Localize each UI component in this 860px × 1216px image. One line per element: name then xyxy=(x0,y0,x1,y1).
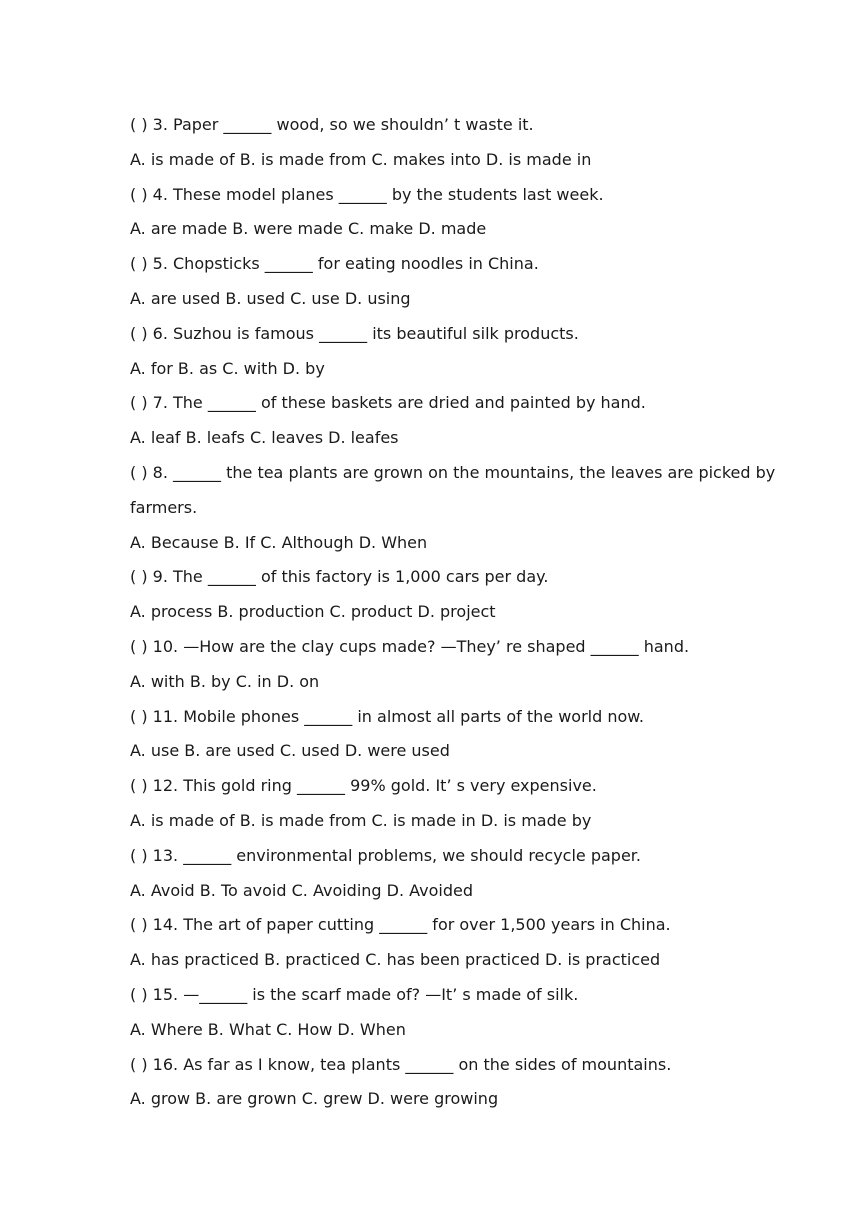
question-15-options: A. Where B. What C. How D. When xyxy=(130,1019,406,1039)
question-10-options: A. with B. by C. in D. on xyxy=(130,671,320,691)
question-12-options: A. is made of B. is made from C. is made in D. is made by xyxy=(130,810,592,830)
question-4-options: A. are made B. were made C. make D. made xyxy=(130,219,487,239)
question-8-options: A. Because B. If C. Although D. When xyxy=(130,532,428,552)
question-7-options: A. leaf B. leafs C. leaves D. leafes xyxy=(130,428,399,448)
question-9-text: ( ) 9. The ______ of this factory is 1,000 cars per day. xyxy=(130,567,549,587)
worksheet-page xyxy=(130,108,776,1117)
question-5-text: ( ) 5. Chopsticks ______ for eating noodles in China. xyxy=(130,254,539,274)
question-3-text: ( ) 3. Paper ______ wood, so we shouldn’ t waste it. xyxy=(130,115,534,134)
question-11-options: A. use B. are used C. used D. were used xyxy=(130,741,450,761)
question-6-text: ( ) 6. Suzhou is famous ______ its beautiful silk products. xyxy=(130,323,579,343)
question-5-options: A. are used B. used C. use D. using xyxy=(130,288,411,308)
question-6-options: A. for B. as C. with D. by xyxy=(130,358,325,378)
question-7-text: ( ) 7. The ______ of these baskets are dried and painted by hand. xyxy=(130,393,646,413)
question-14-text: ( ) 14. The art of paper cutting ______ for over 1,500 years in China. xyxy=(130,915,671,935)
question-13-text: ( ) 13. ______ environmental problems, we should recycle paper. xyxy=(130,845,641,865)
question-8-text-continued: farmers. xyxy=(130,497,198,517)
question-13-options: A. Avoid B. To avoid C. Avoiding D. Avoided xyxy=(130,880,474,900)
question-8-text: ( ) 8. ______ the tea plants are grown on the mountains, the leaves are picked by xyxy=(130,462,776,482)
question-10-text: ( ) 10. —How are the clay cups made? —They’ re shaped ______ hand. xyxy=(130,636,690,656)
question-3-options: A. is made of B. is made from C. makes into D. is made in xyxy=(130,149,592,169)
question-15-text: ( ) 15. —______ is the scarf made of? —It’ s made of silk. xyxy=(130,984,579,1004)
question-16-options: A. grow B. are grown C. grew D. were growing xyxy=(130,1089,499,1109)
question-16-text: ( ) 16. As far as I know, tea plants ______ on the sides of mountains. xyxy=(130,1054,672,1074)
question-9-options: A. process B. production C. product D. project xyxy=(130,602,496,622)
question-14-options: A. has practiced B. practiced C. has been practiced D. is practiced xyxy=(130,950,661,970)
question-4-text: ( ) 4. These model planes ______ by the students last week. xyxy=(130,184,604,204)
question-12-text: ( ) 12. This gold ring ______ 99% gold. It’ s very expensive. xyxy=(130,776,597,796)
question-11-text: ( ) 11. Mobile phones ______ in almost all parts of the world now. xyxy=(130,706,644,726)
